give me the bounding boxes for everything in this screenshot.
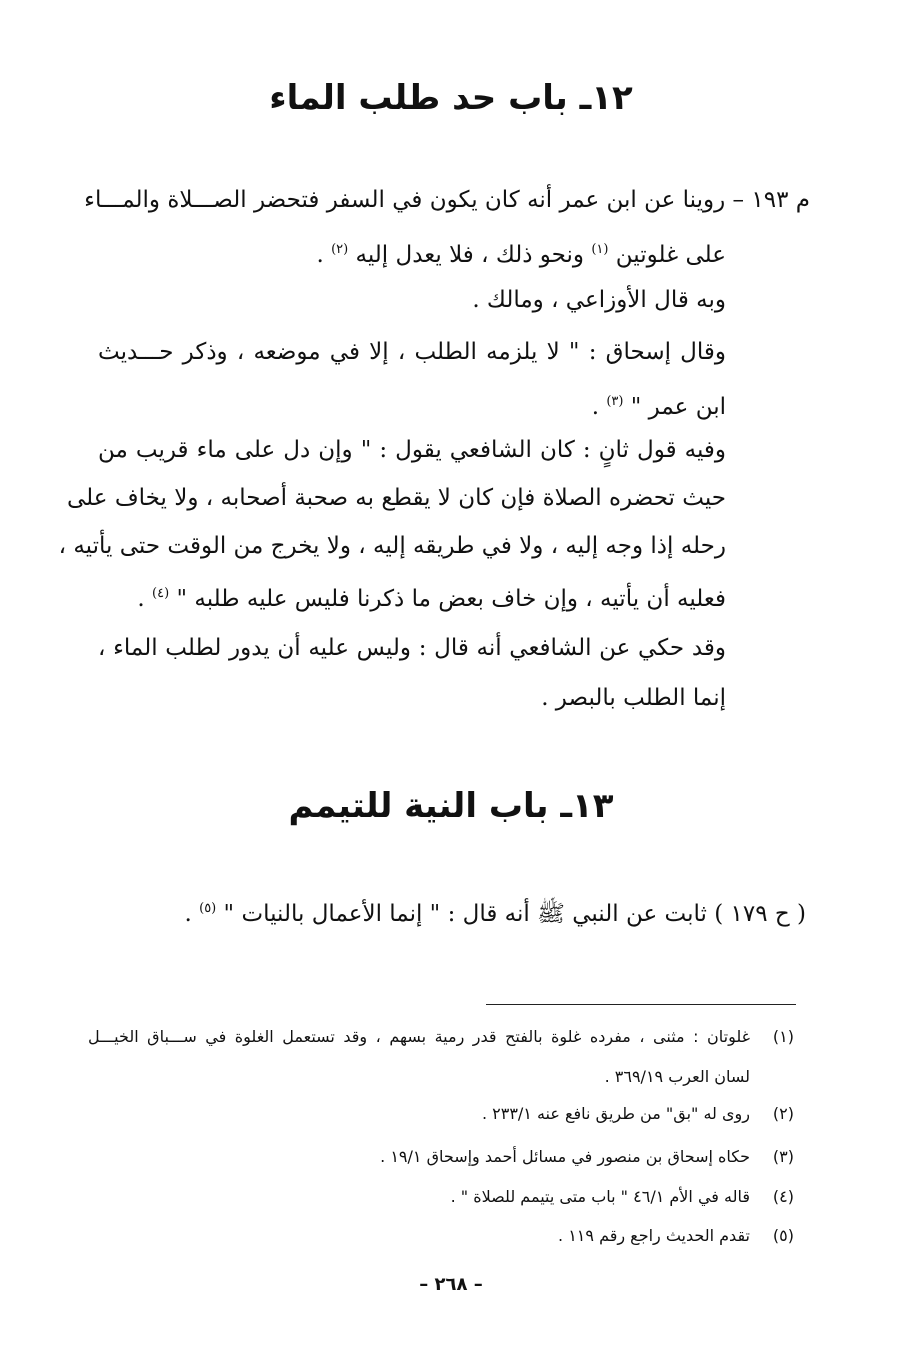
footnote-5-number: (٥) [772, 1226, 794, 1245]
chapter-13-heading: ١٣ـ باب النية للتيمم [288, 786, 614, 826]
footnote-ref-5: (٥) [199, 901, 217, 916]
paragraph-1-line-1: م ١٩٣ – روينا عن ابن عمر أنه كان يكون في السفر فتحضر الصـــلاة والمـــاء [84, 187, 810, 213]
paragraph-3-line-2 [592, 385, 726, 424]
hadith-text-end: . [184, 901, 200, 927]
paragraph-3-text-a: ابن عمر " [623, 394, 726, 420]
page-number: – ٢٦٨ – [419, 1274, 483, 1295]
paragraph-3-line-1: وقال إسحاق : " لا يلزمه الطلب ، إلا في موضعه ، وذكر حـــديث [98, 339, 726, 365]
paragraph-5-line-1: وقد حكي عن الشافعي أنه قال : وليس عليه أن يدور لطلب الماء ، [98, 635, 726, 661]
paragraph-1-text-a: على غلوتين [608, 242, 726, 268]
paragraph-4-line-3: رحله إذا وجه إليه ، ولا في طريقه إليه ، ولا يخرج من الوقت حتى يأتيه ، [58, 533, 726, 559]
footnote-2-text: روى له "بق" من طريق نافع عنه ٢٣٣/١ . [481, 1104, 750, 1123]
paragraph-1-text-c: . [316, 242, 332, 268]
hadith-text: ( ح ١٧٩ ) ثابت عن النبي ﷺ أنه قال : " إنما الأعمال بالنيات " [216, 901, 806, 927]
paragraph-4-line-1: وفيه قول ثانٍ : كان الشافعي يقول : " وإن دل على ماء قريب من [98, 437, 726, 463]
footnote-ref-3: (٣) [606, 394, 624, 409]
footnote-ref-2: (٢) [331, 242, 349, 257]
paragraph-3-text-b: . [591, 394, 607, 420]
footnote-separator [486, 1004, 796, 1005]
footnote-1-text-cont: لسان العرب ٣٦٩/١٩ . [604, 1067, 750, 1086]
paragraph-4-text-b: . [137, 586, 153, 612]
paragraph-1-line-2 [316, 233, 726, 272]
footnote-2-number: (٢) [772, 1104, 794, 1123]
footnote-1-text: غلوتان : مثنى ، مفرده غلوة بالفتح قدر رمية بسهم ، وقد تستعمل الغلوة في ســـباق الخيـــل [88, 1027, 750, 1046]
paragraph-1-text-b: ونحو ذلك ، فلا يعدل إليه [348, 242, 592, 268]
footnote-1-number: (١) [772, 1027, 794, 1046]
footnote-3-number: (٣) [772, 1147, 794, 1166]
footnote-3-text: حكاه إسحاق بن منصور في مسائل أحمد وإسحاق ١٩/١ . [380, 1147, 750, 1166]
footnote-5-text: تقدم الحديث راجع رقم ١١٩ . [558, 1226, 750, 1245]
hadith-line [184, 892, 806, 931]
paragraph-4-text-a: فعليه أن يأتيه ، وإن خاف بعض ما ذكرنا فليس عليه طلبه " [169, 586, 726, 612]
paragraph-4-line-2: حيث تحضره الصلاة فإن كان لا يقطع به صحبة أصحابه ، ولا يخاف على [67, 485, 726, 511]
chapter-12-heading: ١٢ـ باب حد طلب الماء [269, 78, 633, 118]
paragraph-2-line-1: وبه قال الأوزاعي ، ومالك . [472, 287, 726, 313]
paragraph-5-line-2: إنما الطلب بالبصر . [541, 685, 726, 711]
footnote-ref-1: (١) [591, 242, 609, 257]
paragraph-4-line-4 [137, 577, 726, 616]
footnote-ref-4: (٤) [152, 586, 170, 601]
footnote-4-number: (٤) [772, 1187, 794, 1206]
footnote-4-text: قاله في الأم ٤٦/١ " باب متى يتيمم للصلاة " . [450, 1187, 750, 1206]
